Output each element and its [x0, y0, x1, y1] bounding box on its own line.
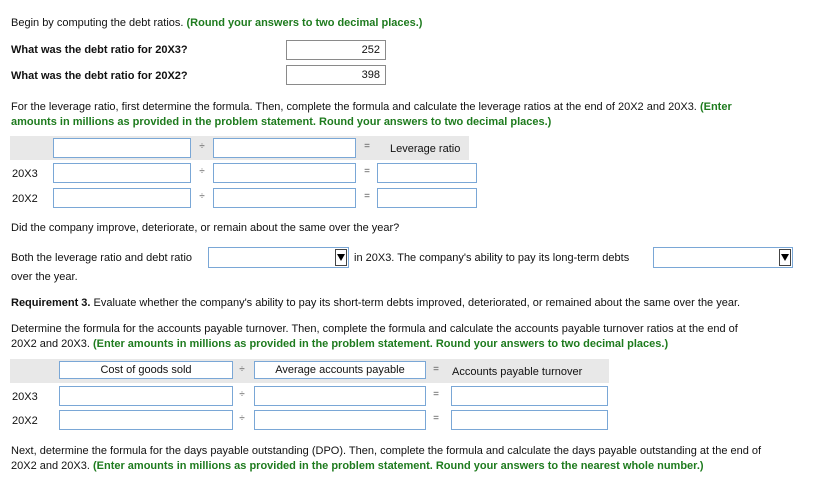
chevron-down-icon[interactable]: [335, 249, 347, 266]
ap-equals-symbol: =: [433, 364, 439, 375]
chevron-down-icon[interactable]: [779, 249, 791, 266]
dpo-instructions-line2: 20X2 and 20X3. (Enter amounts in millions as provided in the problem statement. Round your answers to the nearest whole number.): [11, 460, 704, 472]
ability-trend-dropdown[interactable]: [653, 247, 793, 268]
ap-20x3-numerator-input[interactable]: [59, 386, 233, 406]
leverage-20x2-denominator-input[interactable]: [213, 188, 356, 208]
ap-numerator-label[interactable]: Cost of goods sold: [59, 361, 233, 379]
ap-20x2-divide-symbol: ÷: [239, 413, 245, 424]
ap-turnover-instructions: Determine the formula for the accounts payable turnover. Then, complete the formula and calculate the accounts payable turnover ratios at the end of: [11, 323, 738, 335]
ap-20x3-divide-symbol: ÷: [239, 389, 245, 400]
debt-ratio-20x3-input[interactable]: 252: [286, 40, 386, 60]
ap-divide-symbol: ÷: [239, 364, 245, 375]
leverage-instructions-green: amounts in millions as provided in the problem statement. Round your answers to two decimal places.): [11, 116, 552, 128]
leverage-denominator-label-input[interactable]: [213, 138, 356, 158]
intro-text: Begin by computing the debt ratios. (Round your answers to two decimal places.): [11, 17, 423, 29]
ap-row-20x2-label: 20X2: [12, 415, 38, 427]
debt-ratio-20x3-label: What was the debt ratio for 20X3?: [11, 44, 188, 56]
ap-20x2-numerator-input[interactable]: [59, 410, 233, 430]
leverage-row-20x2-label: 20X2: [12, 193, 38, 205]
sentence-part1: Both the leverage ratio and debt ratio: [11, 252, 193, 264]
sentence-part2: in 20X3. The company's ability to pay its long-term debts: [354, 252, 630, 264]
leverage-20x3-divide-symbol: ÷: [199, 166, 205, 177]
leverage-row-20x3-label: 20X3: [12, 168, 38, 180]
debt-ratio-20x2-input[interactable]: 398: [286, 65, 386, 85]
leverage-instructions: For the leverage ratio, first determine the formula. Then, complete the formula and calculate the leverage ratios at the end of 20X2 and 20X3. (Enter: [11, 101, 732, 113]
dpo-instructions: Next, determine the formula for the days payable outstanding (DPO). Then, complete the formula and calculate the days payable outstanding at the end of: [11, 445, 762, 457]
ap-20x3-denominator-input[interactable]: [254, 386, 426, 406]
ap-20x2-denominator-input[interactable]: [254, 410, 426, 430]
requirement-3-title: Requirement 3.: [11, 297, 91, 309]
leverage-20x2-equals-symbol: =: [364, 191, 370, 202]
ratio-trend-dropdown[interactable]: [208, 247, 349, 268]
ap-row-20x3-label: 20X3: [12, 391, 38, 403]
intro-instruction: (Round your answers to two decimal places.): [186, 17, 423, 29]
ap-20x2-equals-symbol: =: [433, 413, 439, 424]
debt-ratio-20x2-label: What was the debt ratio for 20X2?: [11, 70, 188, 82]
leverage-20x2-numerator-input[interactable]: [53, 188, 191, 208]
ap-denominator-label[interactable]: Average accounts payable: [254, 361, 426, 379]
sentence-part3: over the year.: [11, 271, 78, 283]
leverage-20x3-equals-symbol: =: [364, 166, 370, 177]
ap-20x2-result-input[interactable]: [451, 410, 608, 430]
leverage-numerator-label-input[interactable]: [53, 138, 191, 158]
leverage-20x2-result-input[interactable]: [377, 188, 477, 208]
ap-result-header: Accounts payable turnover: [452, 366, 583, 378]
leverage-result-header: Leverage ratio: [390, 143, 461, 155]
leverage-20x3-result-input[interactable]: [377, 163, 477, 183]
ap-20x3-equals-symbol: =: [433, 389, 439, 400]
leverage-20x3-numerator-input[interactable]: [53, 163, 191, 183]
ap-20x3-result-input[interactable]: [451, 386, 608, 406]
improvement-question: Did the company improve, deteriorate, or remain about the same over the year?: [11, 222, 400, 234]
leverage-equals-symbol: =: [364, 141, 370, 152]
leverage-20x2-divide-symbol: ÷: [199, 191, 205, 202]
requirement-3: Requirement 3. Evaluate whether the company's ability to pay its short-term debts improved, deteriorated, or remained about the same over the year.: [11, 297, 741, 309]
leverage-20x3-denominator-input[interactable]: [213, 163, 356, 183]
ap-turnover-instructions-line2: 20X2 and 20X3. (Enter amounts in millions as provided in the problem statement. Round your answers to two decimal places.): [11, 338, 669, 350]
leverage-divide-symbol: ÷: [199, 141, 205, 152]
